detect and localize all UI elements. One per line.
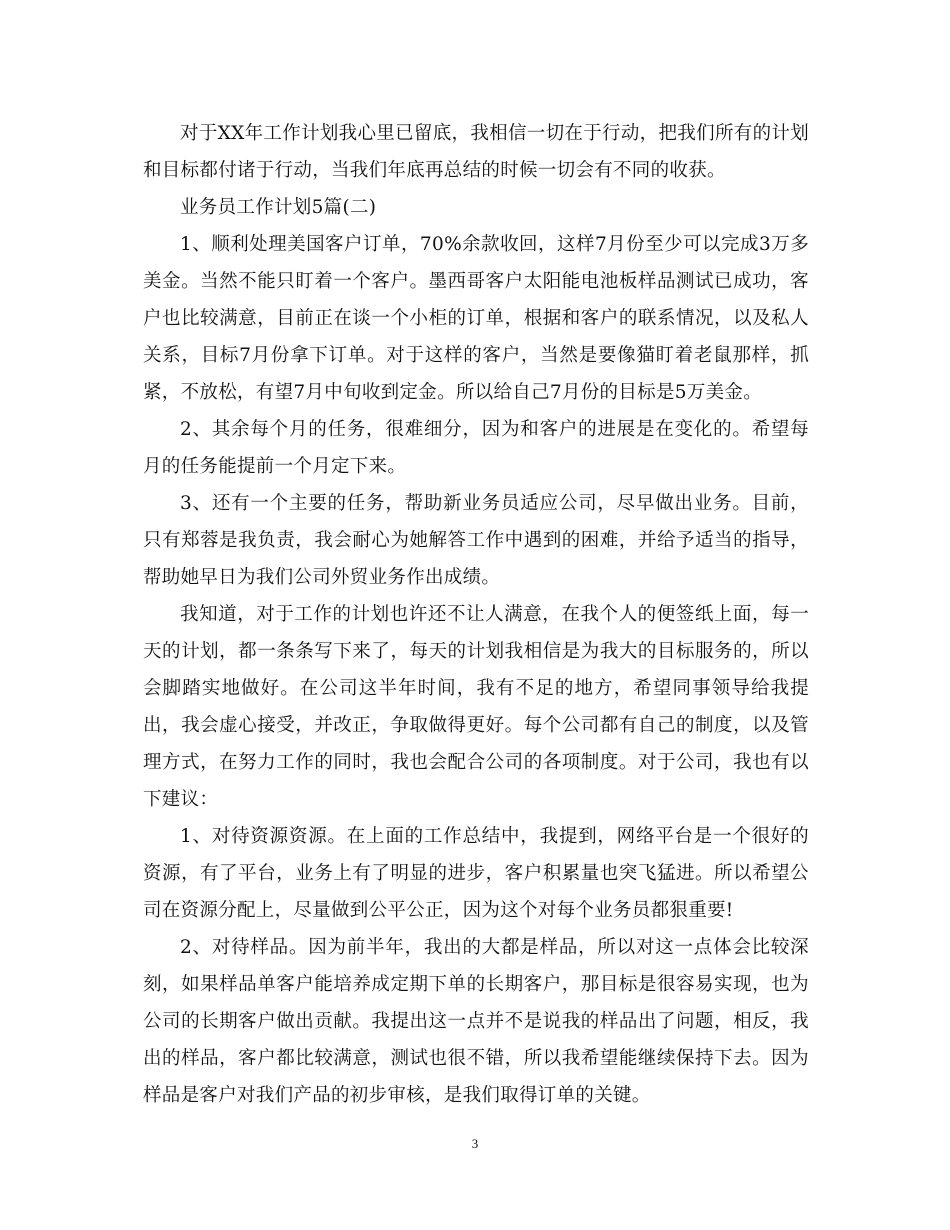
paragraph-item-2: 2、其余每个月的任务，很难细分，因为和客户的进展是在变化的。希望每月的任务能提前一个月定下来。	[143, 419, 809, 477]
paragraph-item-3: 3、还有一个主要的任务，帮助新业务员适应公司，尽早做出业务。目前，只有郑蓉是我负责，我会耐心为她解答工作中遇到的困难，并给予适当的指导，帮助她早日为我们公司外贸业务作出成绩。	[143, 493, 809, 588]
paragraph-suggestion-1: 1、对待资源资源。在上面的工作总结中，我提到，网络平台是一个很好的资源，有了平台，业务上有了明显的进步，客户积累量也突飞猛进。所以希望公司在资源分配上，尽量做到公平公正，因为这个对每个业务员都狠重要!	[143, 826, 809, 921]
document-body	[143, 115, 809, 1114]
paragraph-suggestion-2: 2、对待样品。因为前半年，我出的大都是样品，所以对这一点体会比较深刻，如果样品单客户能培养成定期下单的长期客户，那目标是很容易实现，也为公司的长期客户做出贡献。我提出这一点并不是说我的样品出了问题，相反，我出的样品，客户都比较满意，测试也很不错，所以我希望能继续保持下去。因为样品是客户对我们产品的初步审核，是我们取得订单的关键。	[143, 937, 809, 1106]
page-number: 3	[471, 1136, 479, 1151]
paragraph-summary: 我知道，对于工作的计划也许还不让人满意，在我个人的便签纸上面，每一天的计划，都一条条写下来了，每天的计划我相信是为我大的目标服务的，所以会脚踏实地做好。在公司这半年时间，我有不足的地方，希望同事领导给我提出，我会虚心接受，并改正，争取做得更好。每个公司都有自己的制度，以及管理方式，在努力工作的同时，我也会配合公司的各项制度。对于公司，我也有以下建议：	[143, 604, 809, 810]
section-heading: 业务员工作计划5篇(二)	[180, 197, 377, 218]
paragraph-intro: 对于XX年工作计划我心里已留底，我相信一切在于行动，把我们所有的计划和目标都付诸于行动，当我们年底再总结的时候一切会有不同的收获。	[143, 123, 809, 181]
paragraph-item-1: 1、顺利处理美国客户订单，70%余款收回，这样7月份至少可以完成3万多美金。当然不能只盯着一个客户。墨西哥客户太阳能电池板样品测试已成功，客户也比较满意，目前正在谈一个小柜的订单，根据和客户的联系情况，以及私人关系，目标7月份拿下订单。对于这样的客户，当然是要像猫盯着老鼠那样，抓紧，不放松，有望7月中旬收到定金。所以给自己7月份的目标是5万美金。	[143, 234, 809, 403]
